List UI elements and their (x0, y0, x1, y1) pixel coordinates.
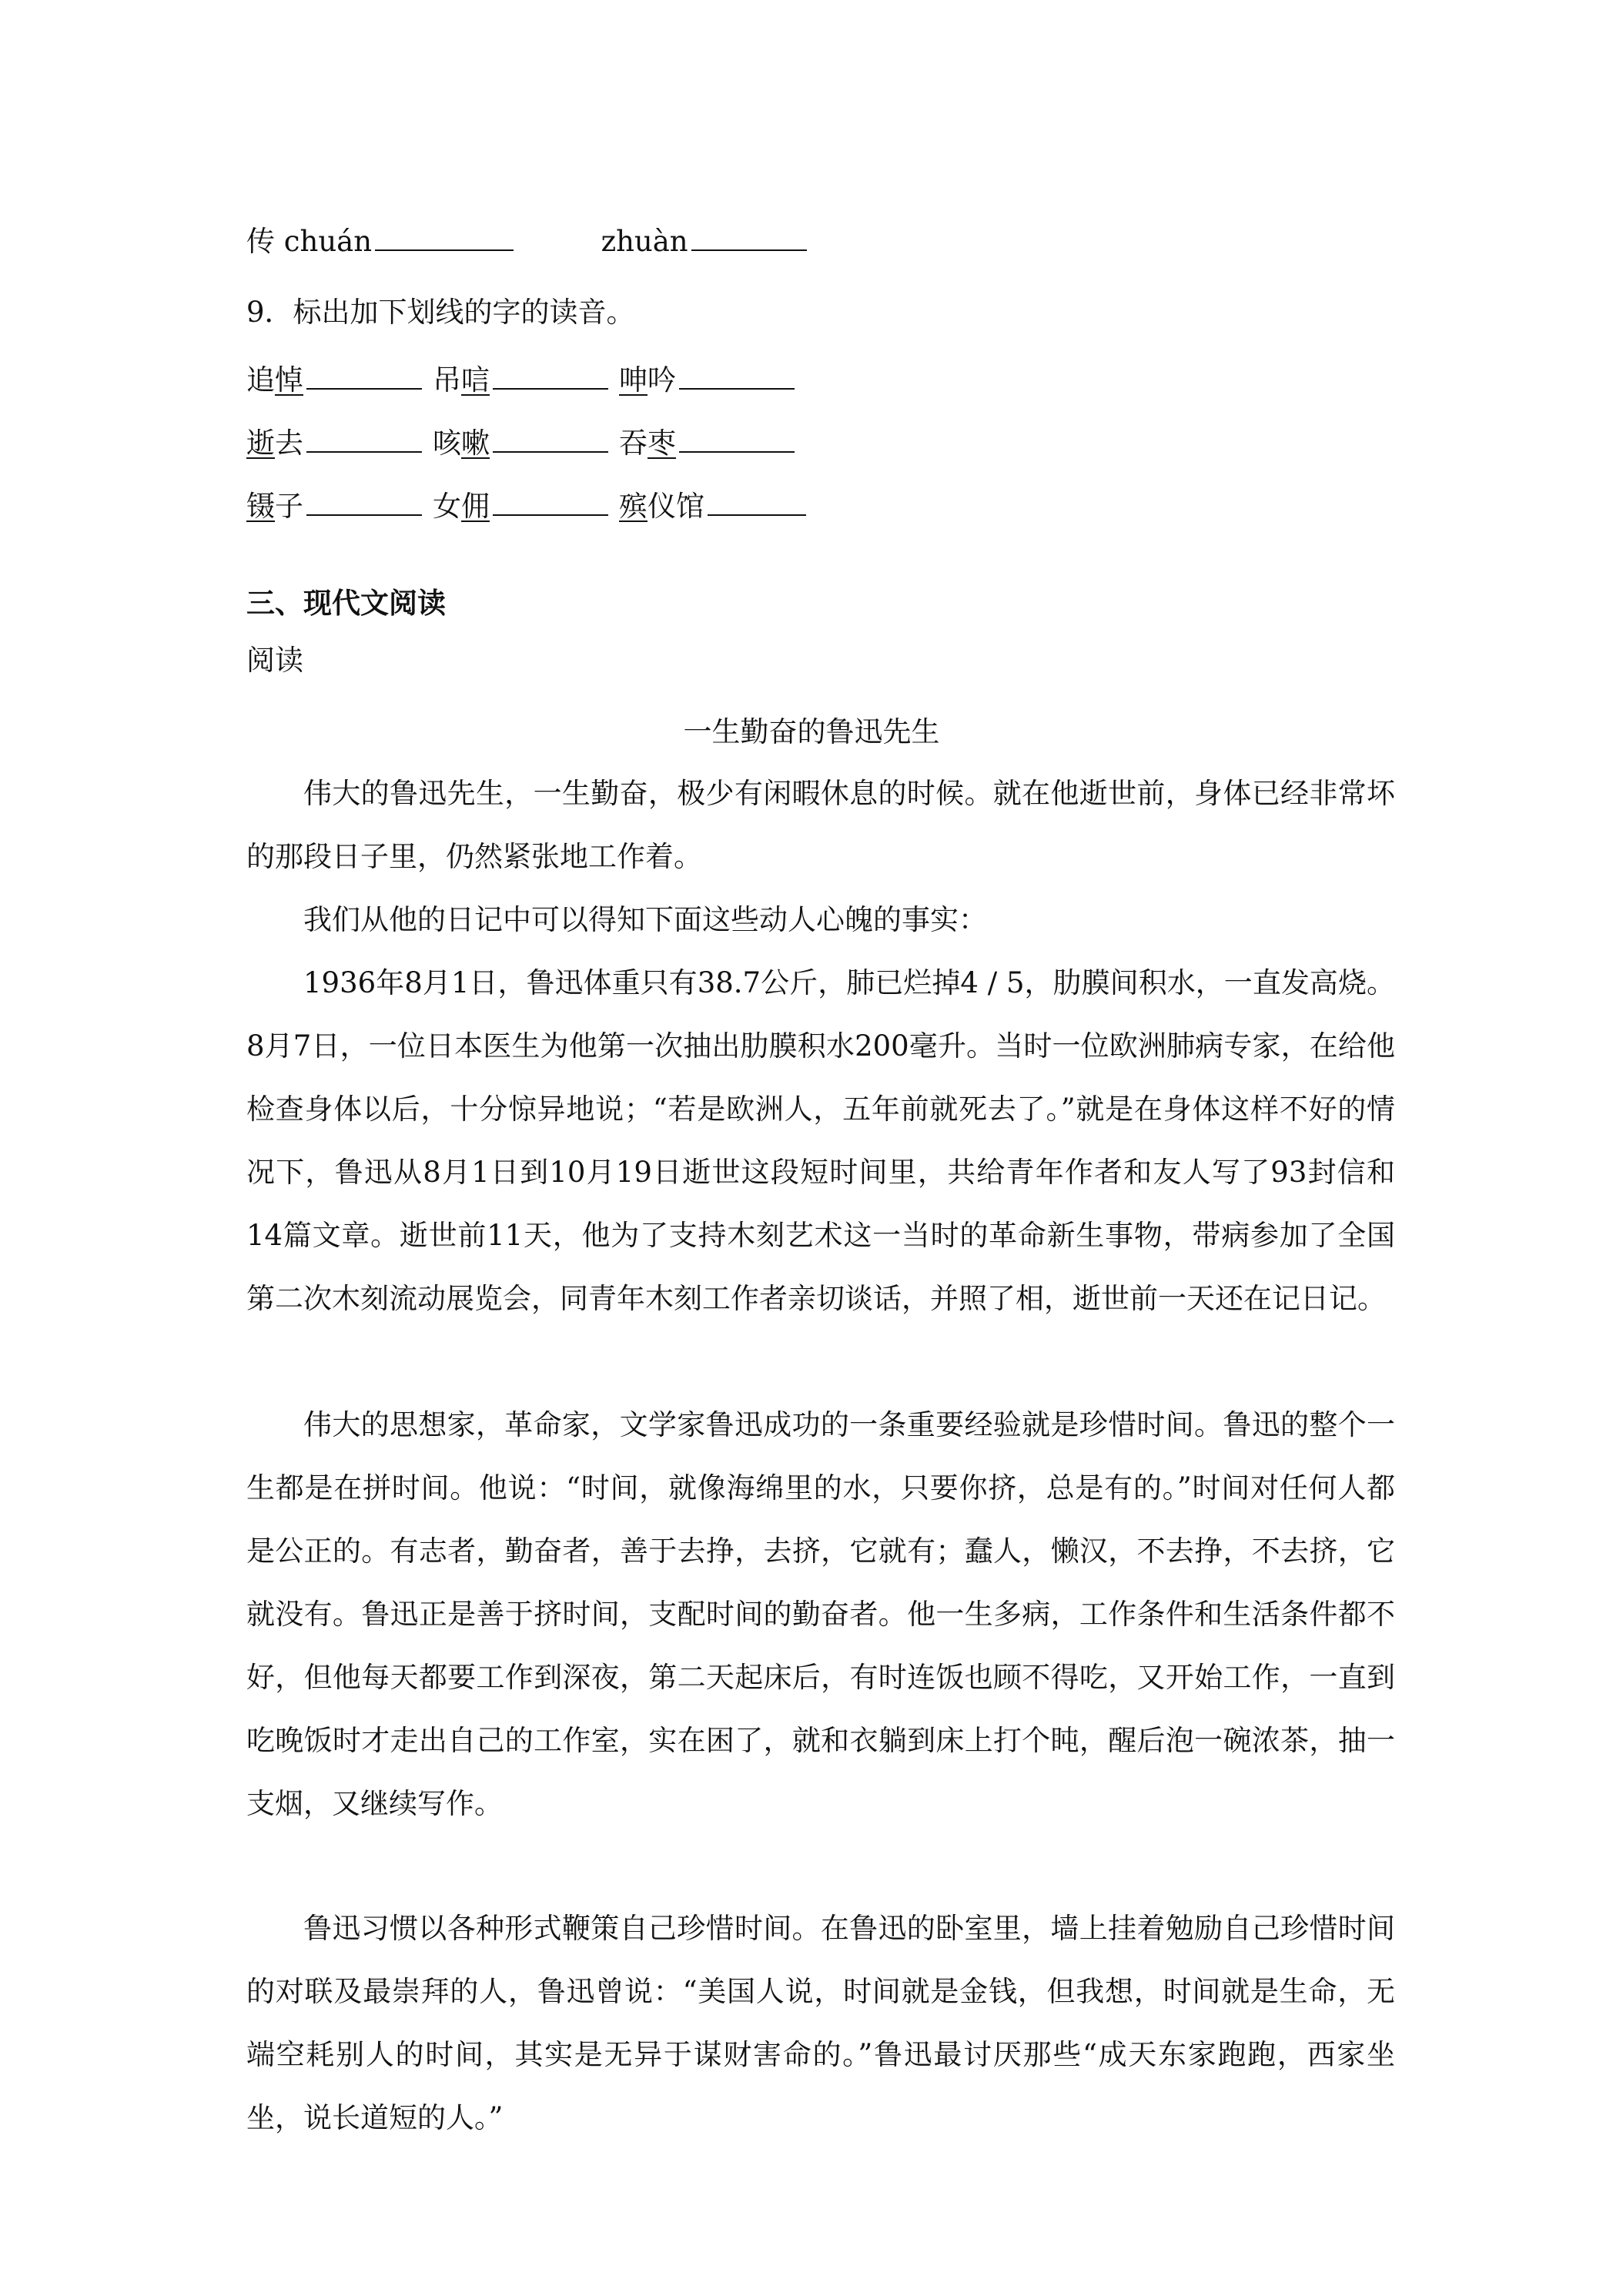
q9-answer-blank[interactable] (493, 365, 608, 390)
q9-item-suffix: 去 (275, 427, 303, 460)
q9-underlined-char: 殡 (619, 490, 648, 523)
paragraph-3: 1936年8月1日，鲁迅体重只有38.7公斤，肺已烂掉4 / 5，肋膜间积水，一直发高烧。8月7日，一位日本医生为他第一次抽出肋膜积水200毫升。当时一位欧洲肺病专家，在给他检查身体以后，十分惊异地说；“若是欧洲人，五年前就死去了。”就是在身体这样不好的情况下，鲁迅从8月1日到10月19日逝世这段短时间里，共给青年作者和友人写了93封信和14篇文章。逝世前11天，他为了支持木刻艺术这一当时的革命新生事物，带病参加了全国第二次木刻流动展览会，同青年木刻工作者亲切谈话，并照了相，逝世前一天还在记日记。 (246, 966, 1395, 1315)
paragraph-1: 伟大的鲁迅先生，一生勤奋，极少有闲暇休息的时候。就在他逝世前，身体已经非常坏的那段日子里，仍然紧张地工作着。 (246, 777, 1395, 873)
q9-item-prefix: 追 (246, 363, 275, 397)
q9-answer-blank[interactable] (493, 491, 608, 516)
pinyin-char: 传 (246, 225, 275, 258)
paragraph-4: 伟大的思想家，革命家，文学家鲁迅成功的一条重要经验就是珍惜时间。鲁迅的整个一生都是在拼时间。他说：“时间，就像海绵里的水，只要你挤，总是有的。”时间对任何人都是公正的。有志者，勤奋者，善于去挣，去挤，它就有；蠢人，懒汉，不去挣，不去挤，它就没有。鲁迅正是善于挤时间，支配时间的勤奋者。他一生多病，工作条件和生活条件都不好，但他每天都要工作到深夜，第二天起床后，有时连饭也顾不得吃，又开始工作，一直到吃晚饭时才走出自己的工作室，实在困了，就和衣躺到床上打个盹，醒后泡一碗浓茶，抽一支烟，又继续写作。 (246, 1408, 1395, 1820)
q9-item (246, 362, 422, 399)
answer-blank-1[interactable] (375, 226, 514, 251)
q9-item (246, 488, 422, 525)
q9-underlined-char: 悼 (275, 363, 303, 397)
section-subheading: 阅读 (246, 644, 303, 677)
question-9-label: 9．标出加下划线的字的读音。 (246, 296, 635, 329)
q9-underlined-char: 呻 (619, 363, 648, 397)
q9-item-suffix: 仪馆 (648, 490, 704, 523)
q9-item-prefix: 女 (433, 490, 461, 523)
pinyin-reading-1: chuán (283, 225, 373, 258)
q9-answer-blank[interactable] (306, 428, 422, 453)
q9-underlined-char: 嗽 (461, 427, 490, 460)
q9-item (619, 362, 795, 399)
q9-item (433, 488, 608, 525)
section-heading: 三、现代文阅读 (246, 587, 446, 620)
paragraph-2: 我们从他的日记中可以得知下面这些动人心魄的事实： (303, 903, 987, 936)
pinyin-line (246, 223, 807, 260)
q9-item (433, 362, 608, 399)
q9-underlined-char: 唁 (461, 363, 490, 397)
q9-item-prefix: 咳 (433, 427, 461, 460)
q9-underlined-char: 枣 (648, 427, 676, 460)
q9-item (433, 425, 608, 462)
q9-answer-blank[interactable] (679, 365, 795, 390)
q9-item-suffix: 吟 (648, 363, 676, 397)
q9-item (619, 488, 806, 525)
q9-answer-blank[interactable] (306, 491, 422, 516)
q9-item-prefix: 吞 (619, 427, 648, 460)
q9-answer-blank[interactable] (306, 365, 422, 390)
pinyin-reading-2: zhuàn (601, 225, 688, 258)
q9-item-prefix: 吊 (433, 363, 461, 397)
q9-answer-blank[interactable] (493, 428, 608, 453)
answer-blank-2[interactable] (691, 226, 807, 251)
q9-answer-blank[interactable] (679, 428, 795, 453)
paragraph-5: 鲁迅习惯以各种形式鞭策自己珍惜时间。在鲁迅的卧室里，墙上挂着勉励自己珍惜时间的对联及最崇拜的人，鲁迅曾说：“美国人说，时间就是金钱，但我想，时间就是生命，无端空耗别人的时间，其实是无异于谋财害命的。”鲁迅最讨厌那些“成天东家跑跑，西家坐坐，说长道短的人。” (246, 1912, 1395, 2134)
q9-item (246, 425, 422, 462)
q9-answer-blank[interactable] (708, 491, 806, 516)
q9-item (619, 425, 795, 462)
q9-underlined-char: 佣 (461, 490, 490, 523)
q9-underlined-char: 镊 (246, 490, 275, 523)
article-title: 一生勤奋的鲁迅先生 (683, 715, 940, 748)
q9-underlined-char: 逝 (246, 427, 275, 460)
q9-item-suffix: 子 (275, 490, 303, 523)
